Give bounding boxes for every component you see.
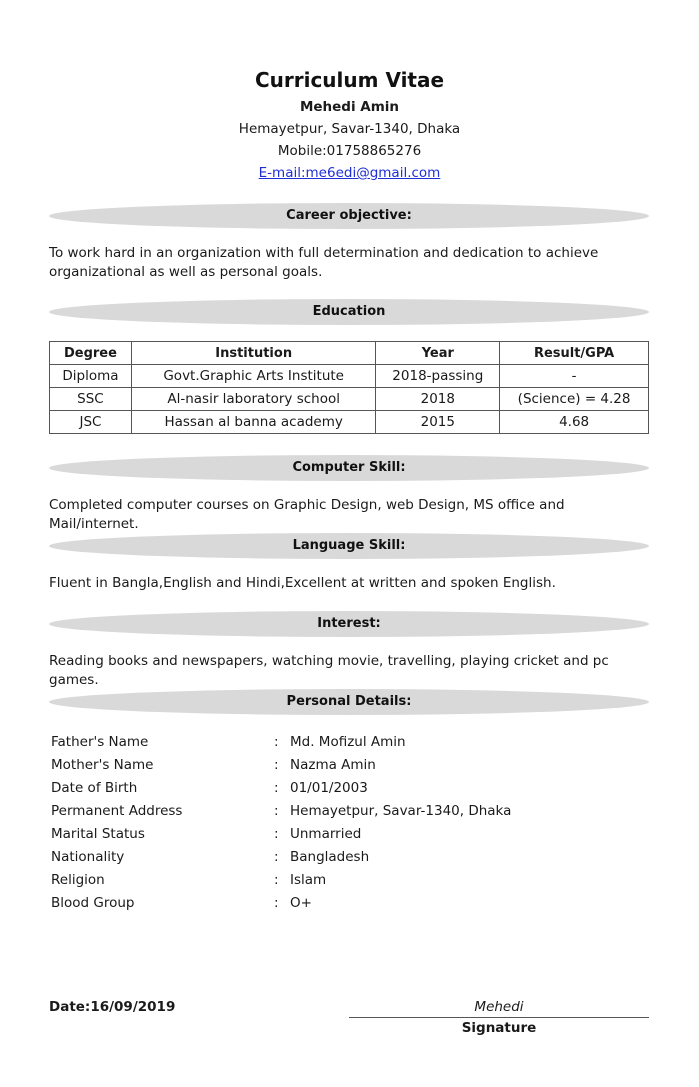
cell-result: (Science) = 4.28 (500, 388, 649, 411)
cell-institution: Hassan al banna academy (131, 411, 376, 434)
cell-year: 2015 (376, 411, 500, 434)
detail-label: Nationality (51, 849, 125, 865)
detail-separator: : (274, 895, 279, 911)
cell-institution: Al-nasir laboratory school (131, 388, 376, 411)
column-header-result: Result/GPA (500, 342, 649, 365)
column-header-year: Year (376, 342, 500, 365)
detail-value: Islam (290, 872, 327, 888)
signature-label: Signature (461, 1020, 537, 1036)
candidate-mobile: Mobile:01758865276 (277, 143, 422, 159)
detail-label: Religion (51, 872, 105, 888)
detail-separator: : (274, 826, 279, 842)
list-item (51, 892, 651, 915)
education-heading: Education (49, 299, 649, 325)
personal-details-heading: Personal Details: (49, 689, 649, 715)
detail-value: Nazma Amin (290, 757, 376, 773)
interest-text: Reading books and newspapers, watching movie, travelling, playing cricket and pc games. (49, 653, 609, 688)
candidate-name: Mehedi Amin (299, 99, 400, 115)
cell-institution: Govt.Graphic Arts Institute (131, 365, 376, 388)
detail-value: Hemayetpur, Savar-1340, Dhaka (290, 803, 512, 819)
list-item (51, 800, 651, 823)
detail-label: Marital Status (51, 826, 145, 842)
candidate-address: Hemayetpur, Savar-1340, Dhaka (238, 121, 461, 137)
detail-value: 01/01/2003 (290, 780, 368, 796)
detail-value: Unmarried (290, 826, 362, 842)
education-table (49, 341, 649, 434)
detail-label: Father's Name (51, 734, 149, 750)
list-item (51, 823, 651, 846)
computer-skill-heading: Computer Skill: (49, 455, 649, 481)
detail-value: O+ (290, 895, 312, 911)
list-item (51, 754, 651, 777)
table-row (50, 365, 649, 388)
detail-separator: : (274, 872, 279, 888)
detail-separator: : (274, 803, 279, 819)
detail-separator: : (274, 780, 279, 796)
language-skill-heading: Language Skill: (49, 533, 649, 559)
language-skill-text: Fluent in Bangla,English and Hindi,Excellent at written and spoken English. (49, 575, 556, 591)
detail-separator: : (274, 734, 279, 750)
signature-line (349, 1017, 649, 1018)
personal-details-list (51, 731, 651, 915)
career-objective-text: To work hard in an organization with full determination and dedication to achieve organizational as well as personal goals. (49, 245, 599, 280)
cv-title: Curriculum Vitae (254, 68, 445, 92)
cell-degree: Diploma (50, 365, 132, 388)
detail-label: Blood Group (51, 895, 135, 911)
list-item (51, 846, 651, 869)
cell-degree: SSC (50, 388, 132, 411)
candidate-email-line (0, 165, 699, 181)
table-row (50, 411, 649, 434)
cell-result: 4.68 (500, 411, 649, 434)
detail-label: Date of Birth (51, 780, 138, 796)
document-date: Date:16/09/2019 (49, 999, 176, 1015)
column-header-degree: Degree (50, 342, 132, 365)
detail-separator: : (274, 849, 279, 865)
list-item (51, 731, 651, 754)
education-header-row (50, 342, 649, 365)
cell-result: - (500, 365, 649, 388)
table-row (50, 388, 649, 411)
interest-heading: Interest: (49, 611, 649, 637)
detail-separator: : (274, 757, 279, 773)
list-item (51, 777, 651, 800)
signature-name: Mehedi (474, 999, 524, 1015)
cell-degree: JSC (50, 411, 132, 434)
detail-value: Md. Mofizul Amin (290, 734, 406, 750)
detail-label: Mother's Name (51, 757, 154, 773)
detail-value: Bangladesh (290, 849, 370, 865)
career-objective-heading: Career objective: (49, 203, 649, 229)
cell-year: 2018 (376, 388, 500, 411)
column-header-institution: Institution (131, 342, 376, 365)
email-link[interactable]: E-mail:me6edi@gmail.com (258, 165, 441, 181)
list-item (51, 869, 651, 892)
cell-year: 2018-passing (376, 365, 500, 388)
detail-label: Permanent Address (51, 803, 183, 819)
computer-skill-text: Completed computer courses on Graphic Design, web Design, MS office and Mail/internet. (49, 497, 565, 532)
